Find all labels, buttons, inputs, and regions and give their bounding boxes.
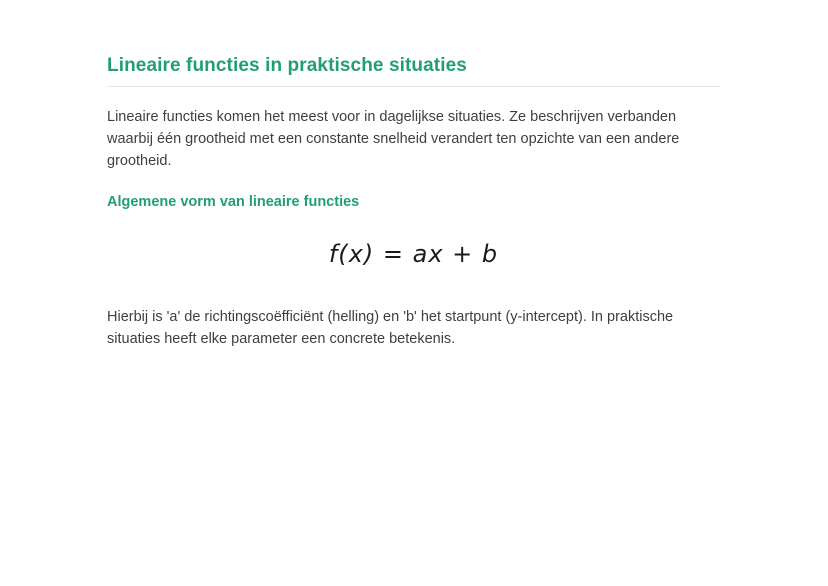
title-divider bbox=[107, 86, 720, 87]
explanation-paragraph: Hierbij is 'a' de richtingscoëfficiënt (helling) en 'b' het startpunt (y-intercept). In praktische situaties heeft elke parameter een concrete betekenis. bbox=[107, 309, 674, 347]
math-formula: f(x) = ax + b bbox=[328, 240, 499, 268]
intro-paragraph: Lineaire functies komen het meest voor in dagelijkse situaties. Ze beschrijven verbanden waarbij één grootheid met een constante snelheid verandert ten opzichte van een andere grootheid. bbox=[107, 109, 680, 169]
section-subheading: Algemene vorm van lineaire functies bbox=[107, 194, 360, 210]
page-title: Lineaire functies in praktische situaties bbox=[107, 55, 467, 76]
